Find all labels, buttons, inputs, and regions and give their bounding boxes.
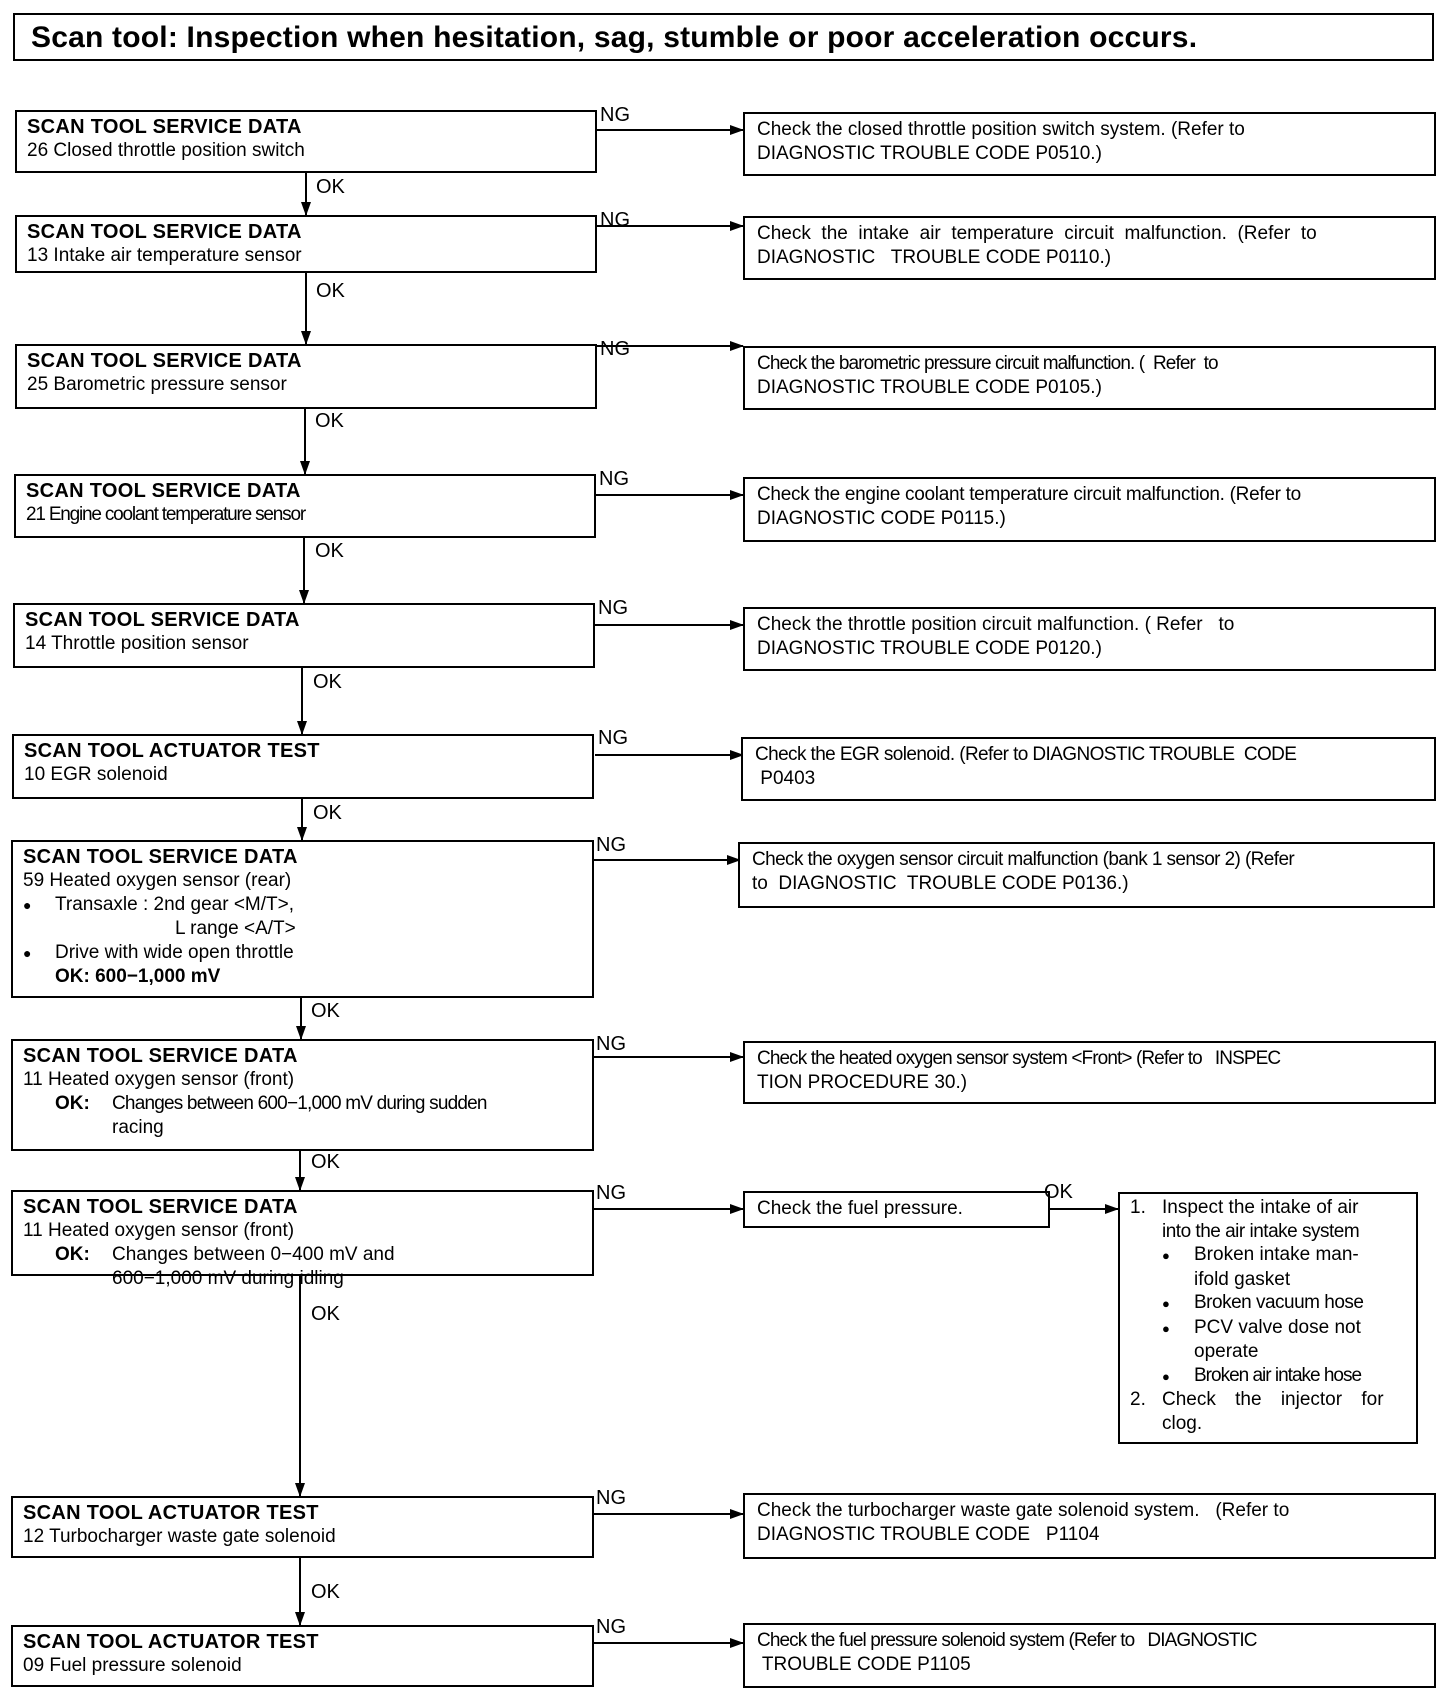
ng-label: NG — [596, 834, 626, 856]
step-box-4 — [14, 474, 596, 538]
step-ok-row — [23, 1243, 582, 1267]
ng-label: NG — [596, 1182, 626, 1204]
ok-label: OK — [311, 1581, 340, 1603]
step-heading: SCAN TOOL ACTUATOR TEST — [24, 740, 320, 762]
ng-action-box-8 — [743, 1041, 1436, 1104]
ng-label: NG — [600, 338, 630, 360]
step-heading: SCAN TOOL SERVICE DATA — [23, 1045, 298, 1067]
action-text: Check the heated oxygen sensor system <Front> (Refer to INSPEC — [757, 1048, 1281, 1069]
list-text: clog. — [1162, 1412, 1203, 1434]
action-text: to DIAGNOSTIC TROUBLE CODE P0136.) — [752, 873, 1129, 894]
ok-label: OK — [315, 410, 344, 432]
step-item: 21 Engine coolant temperature sensor — [26, 504, 305, 525]
ok-criteria-label: OK: — [55, 1093, 90, 1114]
step-item: L range <A/T> — [175, 918, 296, 939]
action-text: Check the closed throttle position switch system. (Refer to — [757, 119, 1245, 140]
step-box-2 — [15, 215, 597, 273]
step-item: racing — [112, 1117, 164, 1138]
ok-criteria-label: OK: — [55, 1244, 90, 1265]
step-heading: SCAN TOOL ACTUATOR TEST — [23, 1631, 319, 1653]
step-item: 12 Turbocharger waste gate solenoid — [23, 1526, 336, 1547]
action-text: TION PROCEDURE 30.) — [757, 1072, 968, 1093]
step-box-11 — [11, 1625, 594, 1687]
action-text: DIAGNOSTIC TROUBLE CODE P1104 — [757, 1524, 1100, 1545]
step-box-8 — [11, 1039, 594, 1151]
list-item-1 — [1130, 1196, 1406, 1388]
step-heading: SCAN TOOL ACTUATOR TEST — [23, 1502, 319, 1524]
ok-criteria-text: Changes between 0−400 mV and — [112, 1244, 395, 1265]
action-text: Check the EGR solenoid. (Refer to DIAGNOSTIC TROUBLE CODE — [755, 744, 1297, 765]
step-item: 59 Heated oxygen sensor (rear) — [23, 870, 292, 891]
ng-label: NG — [600, 104, 630, 126]
ok-label: OK — [311, 1000, 340, 1022]
ok-label: OK — [315, 540, 344, 562]
list-number: 1. — [1130, 1197, 1146, 1218]
action-text: DIAGNOSTIC CODE P0115.) — [757, 508, 1006, 529]
step-item: 25 Barometric pressure sensor — [27, 374, 287, 395]
ok-label: OK — [311, 1303, 340, 1325]
ok-label: OK — [311, 1151, 340, 1173]
step-box-7 — [11, 840, 594, 998]
action-text: Check the throttle position circuit malfunction. ( Refer to — [757, 614, 1235, 635]
ok-label: OK — [316, 280, 345, 302]
step-heading: SCAN TOOL SERVICE DATA — [23, 846, 298, 868]
step-heading: SCAN TOOL SERVICE DATA — [26, 480, 301, 502]
step-box-5 — [13, 603, 595, 668]
step-item: 14 Throttle position sensor — [25, 633, 249, 654]
step-bullet: ● Drive with wide open throttle — [23, 941, 582, 965]
ng-label: NG — [598, 597, 628, 619]
step-item: 10 EGR solenoid — [24, 764, 168, 785]
action-text: DIAGNOSTIC TROUBLE CODE P0110.) — [757, 247, 1112, 268]
ng-label: NG — [599, 468, 629, 490]
ok-label: OK — [313, 802, 342, 824]
ng-action-box-7 — [738, 842, 1435, 908]
step-heading: SCAN TOOL SERVICE DATA — [23, 1196, 298, 1218]
step-item: 09 Fuel pressure solenoid — [23, 1655, 242, 1676]
ng-action-box-9 — [743, 1191, 1050, 1228]
list-bullet: ● PCV valve dose not — [1130, 1316, 1406, 1341]
list-text: into the air intake system — [1162, 1220, 1360, 1242]
step-box-1 — [15, 110, 597, 173]
list-text: Inspect the intake of air — [1162, 1197, 1359, 1218]
ok-label: OK — [316, 176, 345, 198]
action-text: Check the fuel pressure. — [757, 1198, 963, 1219]
ng-label: NG — [600, 209, 630, 231]
list-text: ifold gasket — [1194, 1268, 1291, 1290]
ng-action-box-4 — [743, 477, 1436, 542]
ng-action-box-5 — [743, 607, 1436, 671]
ok-criteria-text: Changes between 600−1,000 mV during sudden — [112, 1093, 487, 1114]
step-box-9 — [11, 1190, 594, 1289]
step-item: 11 Heated oxygen sensor (front) — [23, 1069, 295, 1090]
action-text: Check the turbocharger waste gate solenoid system. (Refer to — [757, 1500, 1290, 1521]
ng-action-box-3 — [743, 346, 1436, 410]
action-text: Check the barometric pressure circuit malfunction. ( Refer to — [757, 353, 1218, 374]
step-box-6 — [12, 734, 594, 799]
step-ok-criteria: OK: 600−1,000 mV — [55, 966, 221, 987]
step-bullet: ● Transaxle : 2nd gear <M/T>, — [23, 893, 582, 917]
ok-label: OK — [313, 671, 342, 693]
action-text: P0403 — [755, 768, 816, 789]
action-text: DIAGNOSTIC TROUBLE CODE P0105.) — [757, 377, 1102, 398]
list-bullet: ● Broken vacuum hose — [1130, 1291, 1406, 1316]
list-number: 2. — [1130, 1389, 1146, 1410]
ng-action-box-1 — [743, 112, 1436, 176]
step-item: 13 Intake air temperature sensor — [27, 245, 302, 266]
step-ok-row — [23, 1092, 582, 1116]
list-item-2 — [1130, 1388, 1406, 1435]
step-heading: SCAN TOOL SERVICE DATA — [25, 609, 300, 631]
action-text: DIAGNOSTIC TROUBLE CODE P0510.) — [757, 143, 1102, 164]
step-heading: SCAN TOOL SERVICE DATA — [27, 350, 302, 372]
list-bullet: ● Broken air intake hose — [1130, 1364, 1406, 1389]
step-heading: SCAN TOOL SERVICE DATA — [27, 221, 302, 243]
ng-action-box-6 — [741, 737, 1436, 801]
page-title: Scan tool: Inspection when hesitation, sag, stumble or poor acceleration occurs. — [31, 21, 1198, 54]
ng-action-box-10 — [743, 1493, 1436, 1559]
ng-label: NG — [596, 1616, 626, 1638]
action-text: Check the fuel pressure solenoid system (Refer to DIAGNOSTIC — [757, 1630, 1257, 1651]
step-item: 11 Heated oxygen sensor (front) — [23, 1220, 295, 1241]
list-text: Check the injector for — [1162, 1389, 1384, 1410]
list-bullet: ● Broken intake man- — [1130, 1243, 1406, 1268]
step-heading: SCAN TOOL SERVICE DATA — [27, 116, 302, 138]
step-box-10 — [11, 1496, 594, 1558]
step-item: 600−1,000 mV during idling — [112, 1268, 344, 1289]
list-text: operate — [1194, 1341, 1259, 1362]
ng-label: NG — [598, 727, 628, 749]
ng-action-box-2 — [743, 216, 1436, 280]
ok-label-fuel: OK — [1044, 1181, 1073, 1203]
action-text: Check the intake air temperature circuit malfunction. (Refer to — [757, 223, 1317, 244]
step-item: 26 Closed throttle position switch — [27, 140, 305, 161]
ng-label: NG — [596, 1487, 626, 1509]
ng-label: NG — [596, 1033, 626, 1055]
action-text: Check the engine coolant temperature circuit malfunction. (Refer to — [757, 484, 1301, 505]
action-text: TROUBLE CODE P1105 — [757, 1654, 971, 1675]
ok-action-list-box — [1118, 1192, 1418, 1444]
action-text: DIAGNOSTIC TROUBLE CODE P0120.) — [757, 638, 1102, 659]
action-text: Check the oxygen sensor circuit malfunction (bank 1 sensor 2) (Refer — [752, 849, 1295, 870]
ng-action-box-11 — [743, 1623, 1436, 1688]
step-box-3 — [15, 344, 597, 409]
